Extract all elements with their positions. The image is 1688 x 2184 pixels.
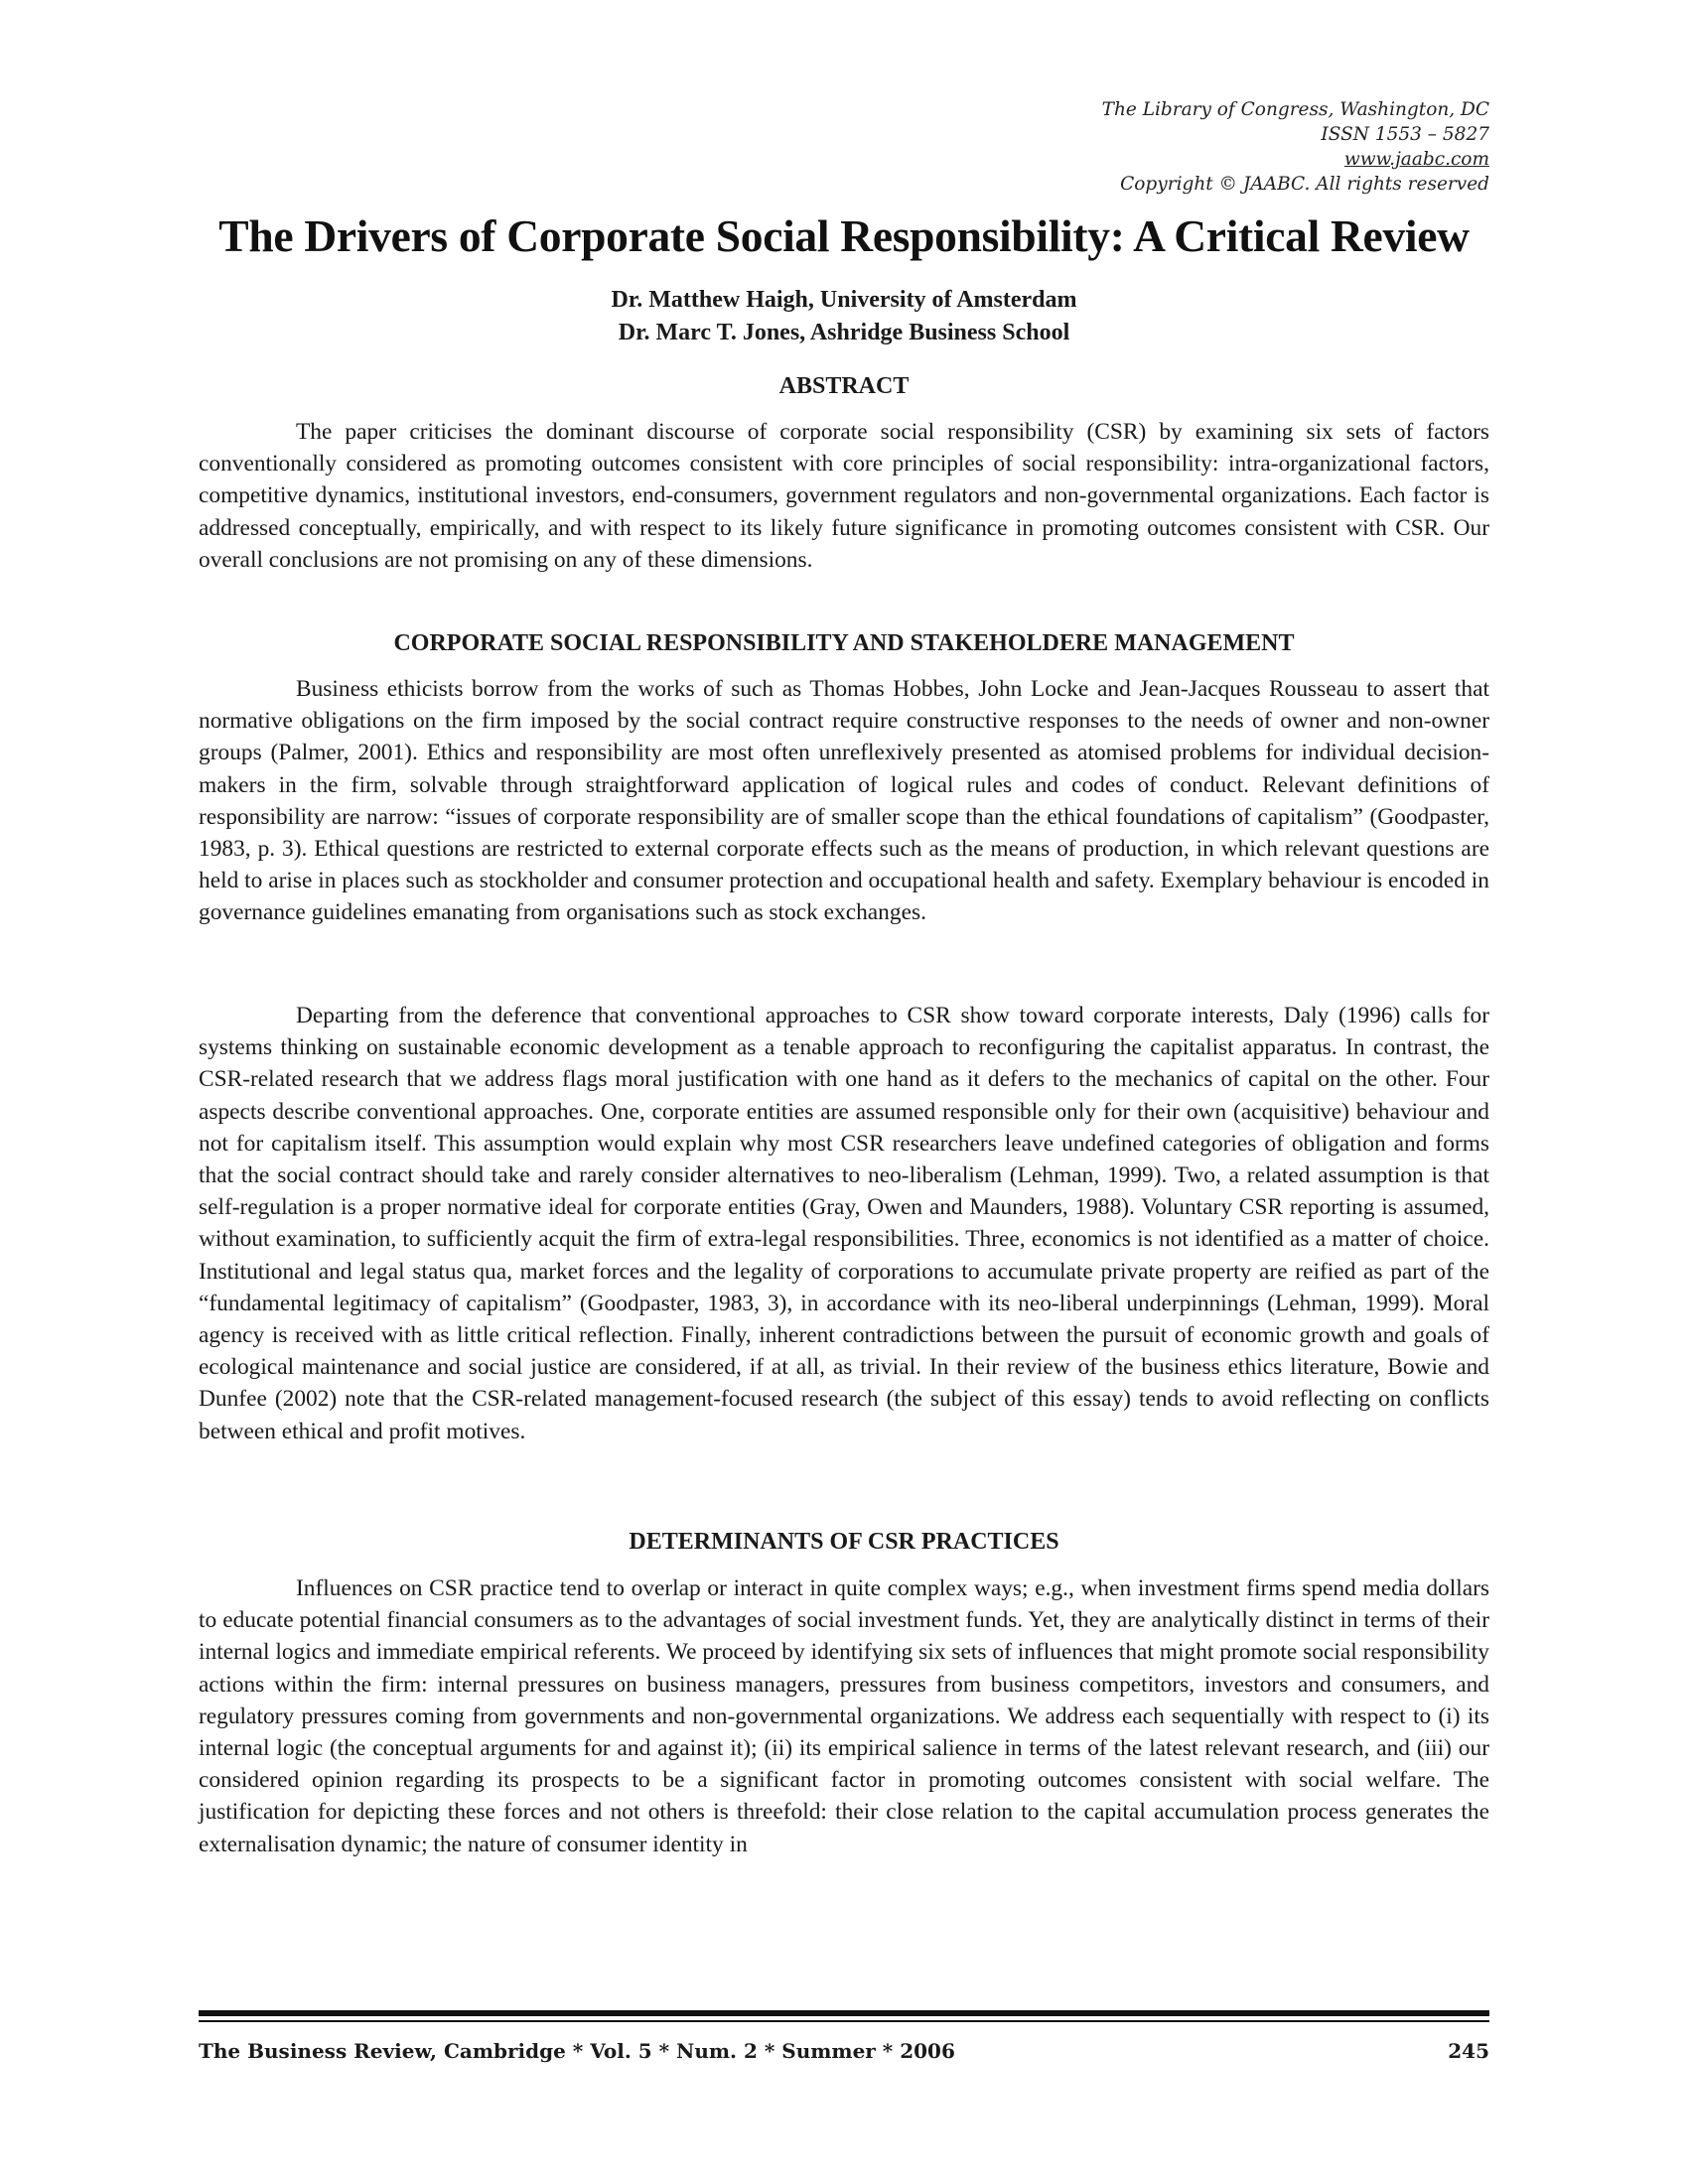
body-paragraph: Business ethicists borrow from the works of such as Thomas Hobbes, John Locke and Jean-Jacques Rousseau to assert that normative obligations on the firm imposed by the social contract require constructive responses to the needs of owner and non-owner groups (Palmer, 2001). Ethics and responsibility are most often unreflexively presented as atomised problems for individual decision-makers in the firm, solvable through straightforward application of logical rules and codes of conduct. Relevant definitions of responsibility are narrow: “issues of corporate responsibility are of smaller scope than the ethical foundations of capitalism” (Goodpaster, 1983, p. 3). Ethical questions are restricted to external corporate effects such as the means of production, in which relevant questions are held to arise in places such as stockholder and consumer protection and occupational health and safety. Exemplary behaviour is encoded in governance guidelines emanating from organisations such as stock exchanges. [199, 676, 1489, 926]
author-line: Dr. Marc T. Jones, Ashridge Business School [618, 320, 1070, 345]
issn-line: ISSN 1553 – 5827 [1321, 124, 1489, 145]
page-number: 245 [1448, 2039, 1489, 2063]
publisher-line: The Library of Congress, Washington, DC [1101, 99, 1489, 120]
section-heading: DETERMINANTS OF CSR PRACTICES [629, 1529, 1059, 1555]
publication-info [1102, 97, 1489, 197]
body-paragraph: Departing from the deference that conventional approaches to CSR show toward corporate interests, Daly (1996) calls for systems thinking on sustainable economic development as a tenable approach to reconfiguring the capitalist apparatus. In contrast, the CSR-related research that we address flags moral justification with one hand as it defers to the mechanics of capital on the other. Four aspects describe conventional approaches. One, corporate entities are assumed responsible only for their own (acquisitive) behaviour and not for capitalism itself. This assumption would explain why most CSR researchers leave undefined categories of obligation and forms that the social contract should take and rarely consider alternatives to neo-liberalism (Lehman, 1999). Two, a related assumption is that self-regulation is a proper normative ideal for corporate entities (Gray, Owen and Maunders, 1988). Voluntary CSR reporting is assumed, without examination, to sufficiently acquit the firm of extra-legal responsibilities. Three, economics is not identified as a matter of choice. Institutional and legal status qua, market forces and the legality of corporations to accumulate private property are reified as part of the “fundamental legitimacy of capitalism” (Goodpaster, 1983, 3), in accordance with its neo-liberal underpinnings (Lehman, 1999). Moral agency is received with as little critical reflection. Finally, inherent contradictions between the pursuit of economic growth and goals of ecological maintenance and social justice are considered, if at all, as trivial. In their review of the business ethics literature, Bowie and Dunfee (2002) note that the CSR-related management-focused research (the subject of this essay) tends to avoid reflecting on conflicts between ethical and profit motives. [199, 1003, 1489, 1444]
footer-rule [199, 2020, 1489, 2022]
abstract-heading: ABSTRACT [778, 373, 910, 399]
section-heading: CORPORATE SOCIAL RESPONSIBILITY AND STAKEHOLDERE MANAGEMENT [393, 630, 1295, 656]
paper-page [199, 0, 1489, 2184]
paper-title: The Drivers of Corporate Social Responsibility: A Critical Review [218, 210, 1470, 261]
abstract-text: The paper criticises the dominant discourse of corporate social responsibility (CSR) by examining six sets of factors conventionally considered as promoting outcomes consistent with core principles of social responsibility: intra-organizational factors, competitive dynamics, institutional investors, end-consumers, government regulators and non-governmental organizations. Each factor is addressed conceptually, empirically, and with respect to its likely future significance in promoting outcomes consistent with CSR. Our overall conclusions are not promising on any of these dimensions. [199, 419, 1489, 573]
copyright-line: Copyright © JAABC. All rights reserved [1120, 174, 1489, 195]
footer-rule [199, 2010, 1489, 2016]
author-list [199, 284, 1489, 349]
journal-citation: The Business Review, Cambridge * Vol. 5 * Num. 2 * Summer * 2006 [199, 2039, 955, 2063]
author-line: Dr. Matthew Haigh, University of Amsterdam [611, 287, 1077, 313]
body-paragraph: Influences on CSR practice tend to overlap or interact in quite complex ways; e.g., when investment firms spend media dollars to educate potential financial consumers as to the advantages of social investment funds. Yet, they are analytically distinct in terms of their internal logics and immediate empirical referents. We proceed by identifying six sets of influences that might promote social responsibility actions within the firm: internal pressures on business managers, pressures from business competitors, investors and consumers, and regulatory pressures coming from governments and non-governmental organizations. We address each sequentially with respect to (i) its internal logic (the conceptual arguments for and against it); (ii) its empirical salience in terms of the latest relevant research, and (iii) our considered opinion regarding its prospects to be a significant factor in promoting outcomes consistent with social welfare. The justification for depicting these forces and not others is threefold: their close relation to the capital accumulation process generates the externalisation dynamic; the nature of consumer identity in [199, 1575, 1489, 1857]
journal-url-link[interactable]: www.jaabc.com [1343, 149, 1489, 170]
